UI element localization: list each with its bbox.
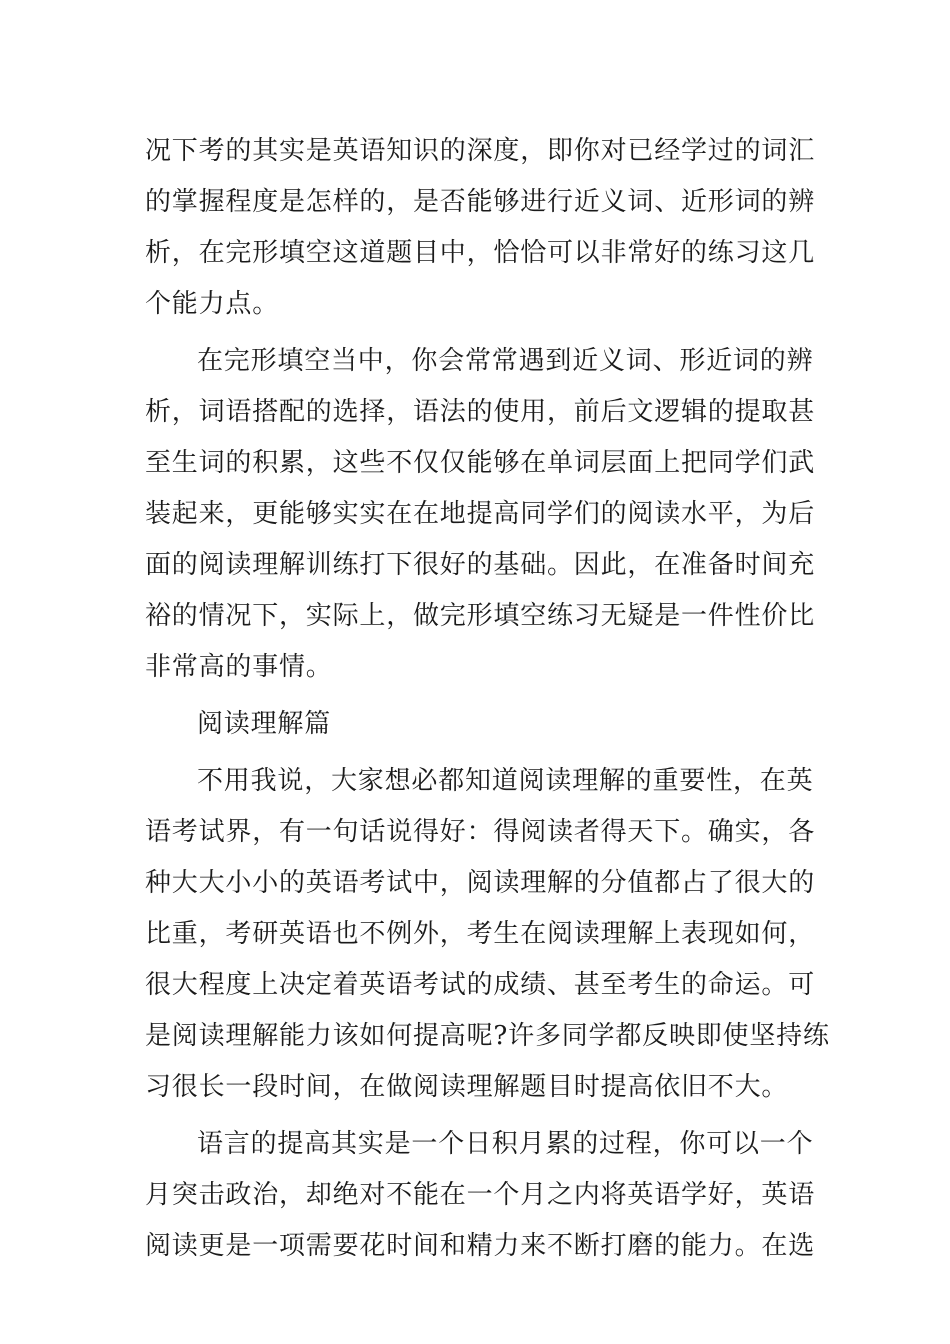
text-line: 是阅读理解能力该如何提高呢?许多同学都反映即使坚持练 [145, 1021, 830, 1051]
paragraph-2 [145, 336, 816, 693]
text-line: 裕的情况下，实际上，做完形填空练习无疑是一件性价比 [145, 601, 816, 631]
text-line: 阅读更是一项需要花时间和精力来不断打磨的能力。在选 [145, 1231, 816, 1261]
text-line: 比重，考研英语也不例外，考生在阅读理解上表现如何， [145, 919, 816, 949]
text-line: 月突击政治，却绝对不能在一个月之内将英语学好，英语 [145, 1180, 816, 1210]
text-line: 不用我说，大家想必都知道阅读理解的重要性，在英 [197, 766, 814, 796]
text-line: 在完形填空当中，你会常常遇到近义词、形近词的辨 [197, 346, 814, 376]
text-line: 况下考的其实是英语知识的深度，即你对已经学过的词汇 [145, 136, 816, 166]
text-line: 析，词语搭配的选择，语法的使用，前后文逻辑的提取甚 [145, 397, 816, 427]
text-line: 语言的提高其实是一个日积月累的过程，你可以一个 [197, 1129, 814, 1159]
text-line: 装起来，更能够实实在在地提高同学们的阅读水平，为后 [145, 499, 816, 529]
section-heading: 阅读理解篇 [197, 709, 332, 739]
text-line: 至生词的积累，这些不仅仅能够在单词层面上把同学们武 [145, 448, 816, 478]
text-line: 很大程度上决定着英语考试的成绩、甚至考生的命运。可 [145, 970, 816, 1000]
text-line: 析，在完形填空这道题目中，恰恰可以非常好的练习这几 [145, 238, 816, 268]
text-line: 种大大小小的英语考试中，阅读理解的分值都占了很大的 [145, 868, 816, 898]
document-body [145, 126, 830, 1278]
paragraph-1 [145, 126, 816, 330]
paragraph-3 [145, 756, 830, 1113]
text-line: 习很长一段时间，在做阅读理解题目时提高依旧不大。 [145, 1072, 789, 1102]
text-line: 的掌握程度是怎样的，是否能够进行近义词、近形词的辨 [145, 187, 816, 217]
text-line: 非常高的事情。 [145, 652, 333, 682]
text-line: 语考试界，有一句话说得好：得阅读者得天下。确实，各 [145, 817, 816, 847]
paragraph-4 [145, 1119, 816, 1272]
text-line: 个能力点。 [145, 289, 280, 319]
text-line: 面的阅读理解训练打下很好的基础。因此，在准备时间充 [145, 550, 816, 580]
